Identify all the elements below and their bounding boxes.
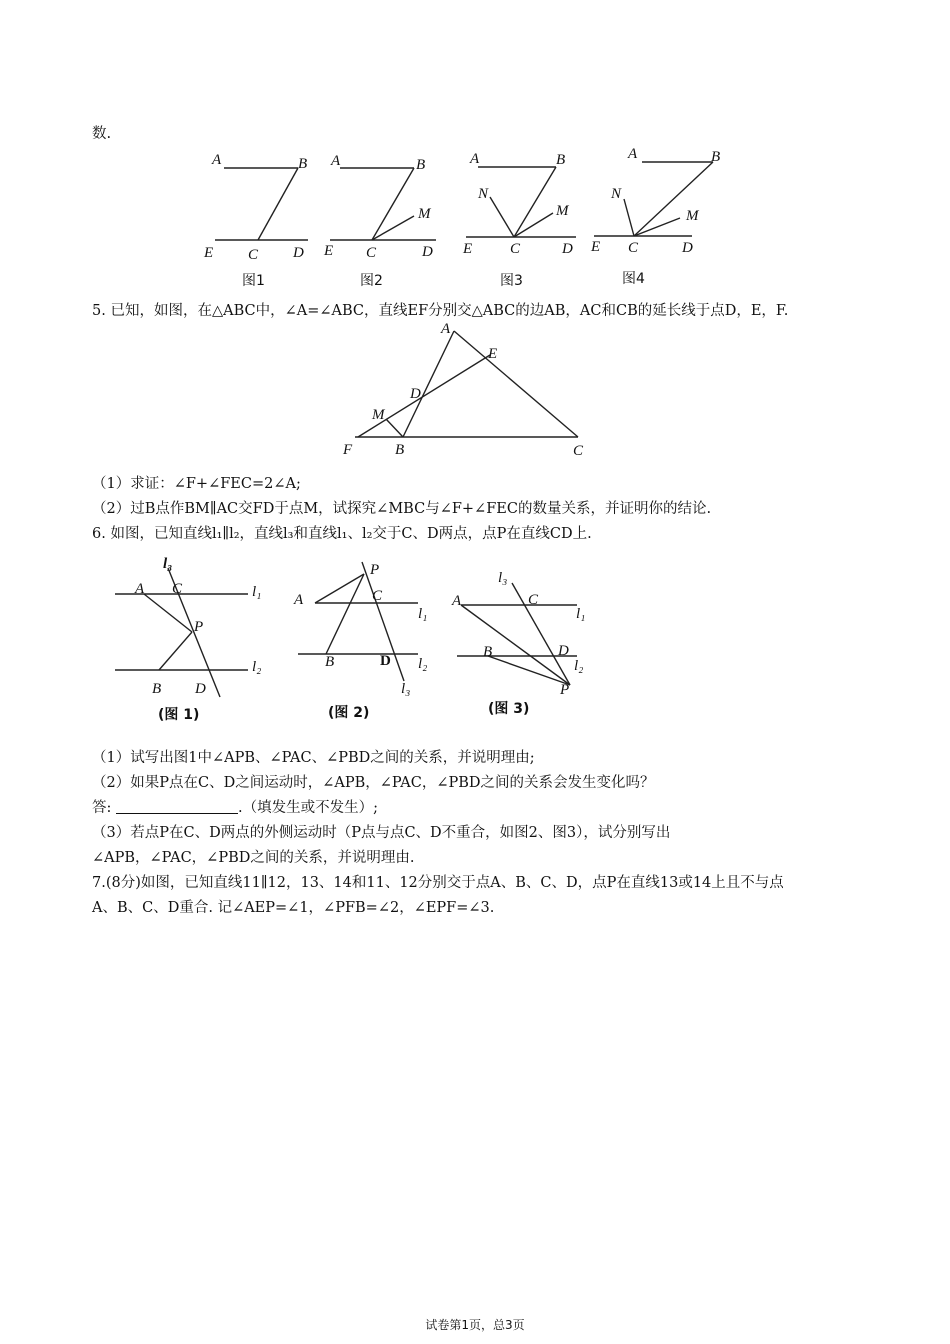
q6-fig1-label-A: A <box>135 581 145 597</box>
q5-label-A: A <box>441 321 451 337</box>
q6-fig2-label-A: A <box>294 592 304 608</box>
q6-fig1-label-P: P <box>194 619 204 635</box>
q6-fig3-label-l1: l₁ <box>576 606 586 622</box>
q5-label-E: E <box>488 346 498 362</box>
text-line-0: 数. <box>92 126 112 142</box>
q6-fig3-label-D: D <box>558 643 569 659</box>
fig2-caption: 图2 <box>360 273 383 289</box>
q5-label-B: B <box>395 442 405 458</box>
q6-answer-suffix: .（填发生或不发生）; <box>238 800 378 816</box>
q5-stem: 5. 已知，如图，在△ABC中，∠A=∠ABC，直线EF分别交△ABC的边AB，AC和CB的延长线于点D，E，F. <box>92 303 789 319</box>
q6-fig1-label-l3: l₃ <box>163 556 173 572</box>
q6-fig3-label-B: B <box>483 644 493 660</box>
q6-fig1-label-C: C <box>172 581 183 597</box>
q5-part-1: （1）求证：∠F+∠FEC=2∠A; <box>92 476 301 492</box>
q5-label-C: C <box>573 443 584 459</box>
fig2-label-C: C <box>366 245 377 261</box>
page-footer: 试卷第1页，总3页 <box>425 1318 525 1332</box>
q6-fig2-label-B: B <box>325 654 335 670</box>
fig4-label-A: A <box>628 146 638 162</box>
fig2-label-A: A <box>331 153 341 169</box>
q6-part-3-line-1: （3）若点P在C、D两点的外侧运动时（P点与点C、D不重合，如图2、图3），试分别写出 <box>92 825 671 841</box>
fig4-label-E: E <box>591 239 601 255</box>
fig3-label-N: N <box>478 186 489 202</box>
fig1-label-D: D <box>293 245 304 261</box>
q5-label-D: D <box>410 386 421 402</box>
fig3-caption: 图3 <box>500 273 523 289</box>
fig3-label-C: C <box>510 241 521 257</box>
q6-fig1-label-l2: l₂ <box>252 659 262 675</box>
fig1-label-E: E <box>204 245 214 261</box>
q6-fig3-label-P: P <box>560 682 570 698</box>
q6-answer-line <box>92 798 378 818</box>
q6-part-2: （2）如果P点在C、D之间运动时，∠APB，∠PAC，∠PBD之间的关系会发生变化吗？ <box>92 775 655 791</box>
fig4-label-M: M <box>686 208 699 224</box>
fig1-label-B: B <box>298 156 308 172</box>
fig3-label-E: E <box>463 241 473 257</box>
q6-part-3-line-2: ∠APB，∠PAC，∠PBD之间的关系，并说明理由. <box>92 850 415 866</box>
fig1-label-A: A <box>212 152 222 168</box>
fig1-caption: 图1 <box>242 273 265 289</box>
fig3-label-A: A <box>470 151 480 167</box>
fig2-label-E: E <box>324 243 334 259</box>
fig2-label-M: M <box>418 206 431 222</box>
fig2-label-D: D <box>422 244 433 260</box>
q6-fig1-label-l1: l₁ <box>252 584 262 600</box>
q6-fig1-label-D: D <box>195 681 206 697</box>
q5-part-2: （2）过B点作BM∥AC交FD于点M，试探究∠MBC与∠F+∠FEC的数量关系，并证明你的结论. <box>92 501 712 517</box>
q6-fig3-label-A: A <box>452 593 462 609</box>
q6-fig2-label-l2: l₂ <box>418 656 428 672</box>
q6-fig3-caption: (图 3) <box>488 701 530 717</box>
fig3-label-M: M <box>556 203 569 219</box>
fig4-caption: 图4 <box>622 271 645 287</box>
q6-fig2-caption: (图 2) <box>328 705 370 721</box>
q6-fig1-caption: (图 1) <box>158 707 200 723</box>
q7-line-1: 7.(8分)如图，已知直线11∥12，13、14和11、12分别交于点A、B、C、D，点P在直线13或14上且不与点 <box>92 875 784 891</box>
q7-line-2: A、B、C、D重合. 记∠AEP=∠1，∠PFB=∠2，∠EPF=∠3. <box>92 900 495 916</box>
fig4-label-B: B <box>711 149 721 165</box>
q6-answer-blank[interactable] <box>116 799 238 814</box>
fig4-label-D: D <box>682 240 693 256</box>
fig1-label-C: C <box>248 247 259 263</box>
q6-fig2-label-l3: l₃ <box>401 681 411 697</box>
q6-fig3-label-l3: l₃ <box>498 570 508 586</box>
q6-fig3-label-C: C <box>528 592 539 608</box>
q6-fig2-label-D: D <box>380 653 391 669</box>
q6-fig1-label-B: B <box>152 681 162 697</box>
q6-answer-prefix: 答: <box>92 800 112 816</box>
fig2-label-B: B <box>416 157 426 173</box>
q6-fig2-label-l1: l₁ <box>418 606 428 622</box>
q5-label-F: F <box>343 442 353 458</box>
q5-label-M: M <box>372 407 385 423</box>
q6-part-1: （1）试写出图1中∠APB、∠PAC、∠PBD之间的关系，并说明理由; <box>92 750 535 766</box>
q6-fig2-label-C: C <box>372 588 383 604</box>
q6-stem: 6. 如图，已知直线l₁∥l₂，直线l₃和直线l₁、l₂交于C、D两点，点P在直线CD上. <box>92 526 592 542</box>
fig4-label-C: C <box>628 240 639 256</box>
fig3-label-B: B <box>556 152 566 168</box>
fig3-label-D: D <box>562 241 573 257</box>
q6-fig2-label-P: P <box>370 562 380 578</box>
q6-fig3-label-l2: l₂ <box>574 658 584 674</box>
fig4-label-N: N <box>611 186 622 202</box>
